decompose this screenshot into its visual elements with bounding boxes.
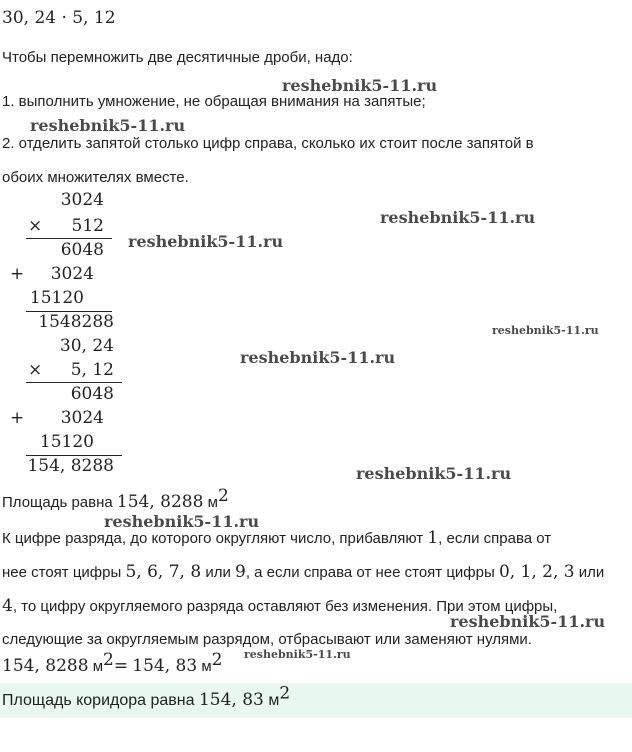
calc1-partial-3: 15120 xyxy=(29,288,84,308)
calc2-partial-1: 6048 xyxy=(70,384,114,404)
watermark: reshebnik5-11.ru xyxy=(380,208,536,227)
watermark: reshebnik5-11.ru xyxy=(128,232,284,251)
area-value: 154, 8288 xyxy=(116,492,204,512)
watermark: reshebnik5-11.ru xyxy=(104,512,260,531)
rule-step-2b: обоих множителях вместе. xyxy=(2,169,189,186)
watermark: reshebnik5-11.ru xyxy=(30,116,186,135)
rule-step-1: 1. выполнить умножение, не обращая внимания на запятые; xyxy=(2,93,426,110)
rounding-digits-down: 0, 1, 2, 3 xyxy=(498,562,575,582)
answer-unit: м xyxy=(268,692,280,709)
watermark: reshebnik5-11.ru xyxy=(244,648,351,661)
answer-line xyxy=(2,683,291,710)
calc1-factor-a: 3024 xyxy=(60,190,104,210)
rounding-text-1: К цифре разряда, до которого округляют число, прибавляют xyxy=(2,530,424,547)
calc2-partial-2: 3024 xyxy=(60,408,104,428)
calc2-times-sign: × xyxy=(28,360,43,380)
rounding-text-3: , то цифру округляемого разряда оставляют без изменения. При этом цифры, xyxy=(12,598,558,615)
eq-sign: = xyxy=(113,656,129,676)
area-line xyxy=(2,486,229,513)
rounding-text-2a: нее стоят цифры xyxy=(2,564,122,581)
eq-left-power: 2 xyxy=(103,650,114,670)
rounding-line-4: следующие за округляемым разрядом, отбрасывают или заменяют нулями. xyxy=(2,631,532,648)
rounding-text-2b: , а если справа от нее стоят цифры xyxy=(245,564,495,581)
rounding-text-1-tail: , если справа от xyxy=(438,530,552,547)
rounding-line-1 xyxy=(2,528,551,549)
rounded-equation xyxy=(2,650,223,677)
area-power: 2 xyxy=(217,486,229,506)
calc2-partial-3: 15120 xyxy=(39,432,94,452)
rule-intro: Чтобы перемножить две десятичные дроби, надо: xyxy=(2,49,353,66)
calc1-factor-b: 512 xyxy=(71,216,104,236)
rounding-digit-nine: 9 xyxy=(235,562,246,582)
watermark: reshebnik5-11.ru xyxy=(356,464,512,483)
rounding-or-1: или xyxy=(205,564,231,581)
calc1-rule-1 xyxy=(26,238,112,239)
calc1-plus-sign: + xyxy=(10,264,25,284)
eq-left-value: 154, 8288 xyxy=(2,656,89,676)
watermark: reshebnik5-11.ru xyxy=(450,612,606,631)
answer-label: Площадь коридора равна xyxy=(2,692,195,709)
calc2-rule-1 xyxy=(26,382,122,383)
rounding-num-1: 1 xyxy=(427,528,439,548)
eq-left-unit: м xyxy=(92,658,104,675)
eq-right-power: 2 xyxy=(211,650,223,670)
answer-value: 154, 83 xyxy=(198,690,264,710)
eq-right-value: 154, 83 xyxy=(132,656,198,676)
watermark: reshebnik5-11.ru xyxy=(240,348,396,367)
rule-step-2a: 2. отделить запятой столько цифр справа, сколько их стоит после запятой в xyxy=(2,135,534,152)
calc1-partial-1: 6048 xyxy=(60,240,104,260)
calc1-partial-2: 3024 xyxy=(50,264,94,284)
area-label: Площадь равна xyxy=(2,494,113,511)
calc2-plus-sign: + xyxy=(10,408,25,428)
rounding-or-2: или xyxy=(578,564,605,581)
calc2-factor-b: 5, 12 xyxy=(70,360,114,380)
calc2-factor-a: 30, 24 xyxy=(59,336,114,356)
watermark: reshebnik5-11.ru xyxy=(492,324,599,337)
calc1-times-sign: × xyxy=(28,216,43,236)
rounding-digit-four: 4 xyxy=(2,596,13,616)
rounding-digits-up: 5, 6, 7, 8 xyxy=(125,562,202,582)
rounding-line-2 xyxy=(2,562,604,583)
eq-right-unit: м xyxy=(201,658,212,675)
calc1-result: 1548288 xyxy=(38,312,114,332)
answer-power: 2 xyxy=(279,683,291,704)
calc2-result: 154, 8288 xyxy=(27,456,114,476)
watermark: reshebnik5-11.ru xyxy=(282,76,438,95)
area-unit: м xyxy=(207,494,218,511)
expression: 30, 24 · 5, 12 xyxy=(2,8,116,28)
